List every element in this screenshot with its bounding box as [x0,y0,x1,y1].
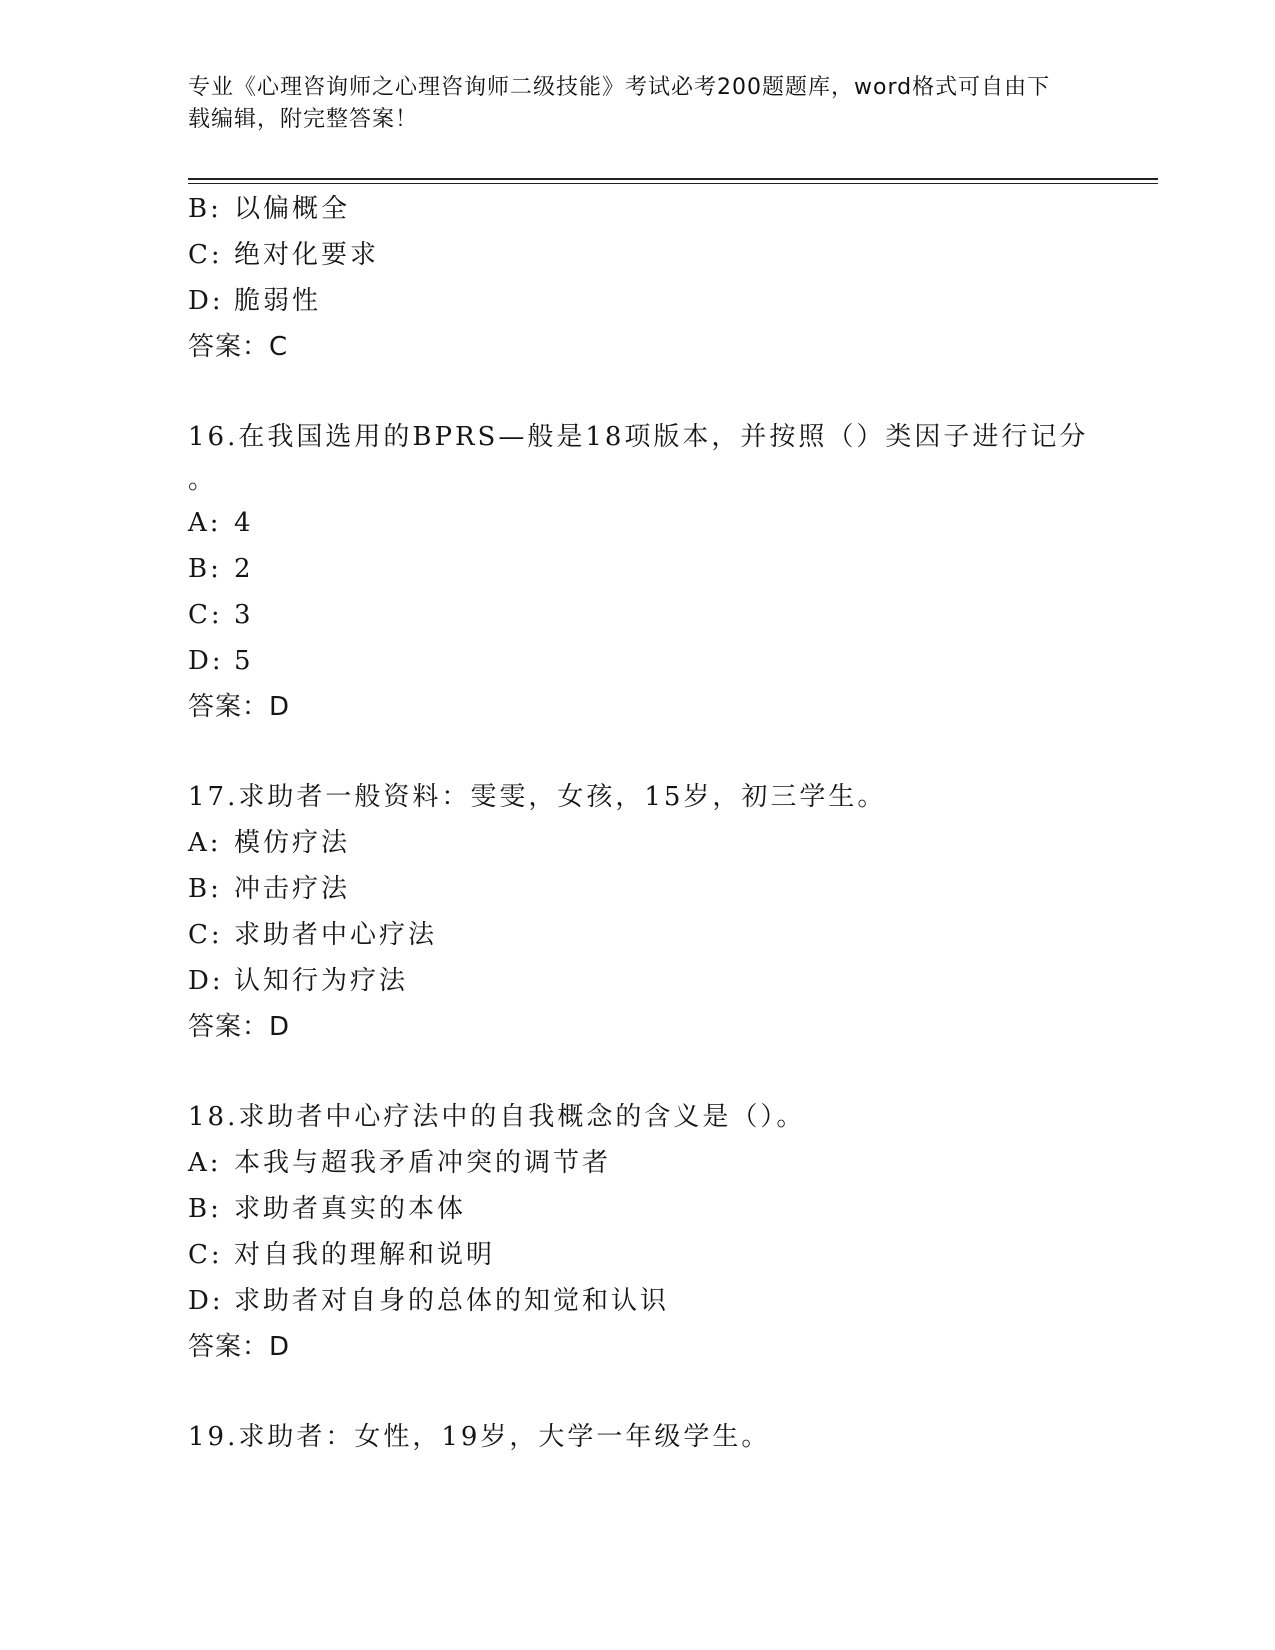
option-key: C: [188,920,223,950]
option-a [188,820,1088,866]
option-c [188,232,1088,278]
question-block-18 [188,1094,1088,1370]
question-text: 18.求助者中心疗法中的自我概念的含义是（）。 [188,1102,806,1132]
option-key: B: [188,194,222,224]
option-text: 求助者中心疗法 [234,920,438,950]
option-key: A: [188,828,222,858]
option-b [188,1186,1088,1232]
answer-line: 答案：D [188,1012,291,1042]
question-text: 16.在我国选用的BPRS—般是18项版本，并按照（）类因子进行记分 [188,422,1089,452]
option-text: 对自我的理解和说明 [234,1240,496,1270]
question-block-15 [188,186,1088,370]
option-text: 求助者真实的本体 [234,1194,467,1224]
option-c [188,912,1088,958]
option-d [188,1278,1088,1324]
option-text: 认知行为疗法 [234,966,409,996]
option-a [188,500,1088,546]
document-header: 专业《心理咨询师之心理咨询师二级技能》考试必考200题题库，word格式可自由下载编辑，附完整答案！ [188,75,1051,132]
question-block-17 [188,774,1088,1050]
option-key: D: [188,286,224,316]
option-text: 求助者对自身的总体的知觉和认识 [234,1286,670,1316]
question-block-16 [188,414,1088,730]
header-divider-thin [188,183,1158,184]
option-text: 脆弱性 [234,286,322,316]
question-list [188,186,1088,1460]
option-d [188,638,1088,684]
option-b [188,186,1088,232]
option-key: A: [188,1148,222,1178]
option-text: 模仿疗法 [234,828,351,858]
answer-line: 答案：D [188,692,291,722]
question-text: 19.求助者：女性，19岁，大学一年级学生。 [188,1422,771,1452]
option-b [188,546,1088,592]
option-key: D: [188,1286,224,1316]
option-key: C: [188,1240,223,1270]
question-text: 17.求助者一般资料：雯雯，女孩，15岁，初三学生。 [188,782,887,812]
option-text: 2 [234,554,254,584]
option-text: 3 [234,600,254,630]
option-key: C: [188,600,223,630]
option-b [188,866,1088,912]
option-text: 冲击疗法 [234,874,351,904]
header-divider [188,178,1158,180]
option-d [188,958,1088,1004]
answer-line: 答案：C [188,332,289,362]
answer-line: 答案：D [188,1332,291,1362]
option-key: D: [188,966,224,996]
option-key: A: [188,508,222,538]
option-text: 4 [234,508,254,538]
question-block-19 [188,1414,1088,1460]
option-text: 绝对化要求 [234,240,380,270]
option-text: 本我与超我矛盾冲突的调节者 [234,1148,612,1178]
question-text-tail: 。 [188,465,218,495]
option-text: 以偏概全 [234,194,351,224]
option-a [188,1140,1088,1186]
option-key: D: [188,646,224,676]
option-c [188,1232,1088,1278]
option-key: B: [188,874,222,904]
option-key: C: [188,240,223,270]
option-key: B: [188,554,222,584]
option-d [188,278,1088,324]
option-text: 5 [234,646,254,676]
option-key: B: [188,1194,222,1224]
option-c [188,592,1088,638]
